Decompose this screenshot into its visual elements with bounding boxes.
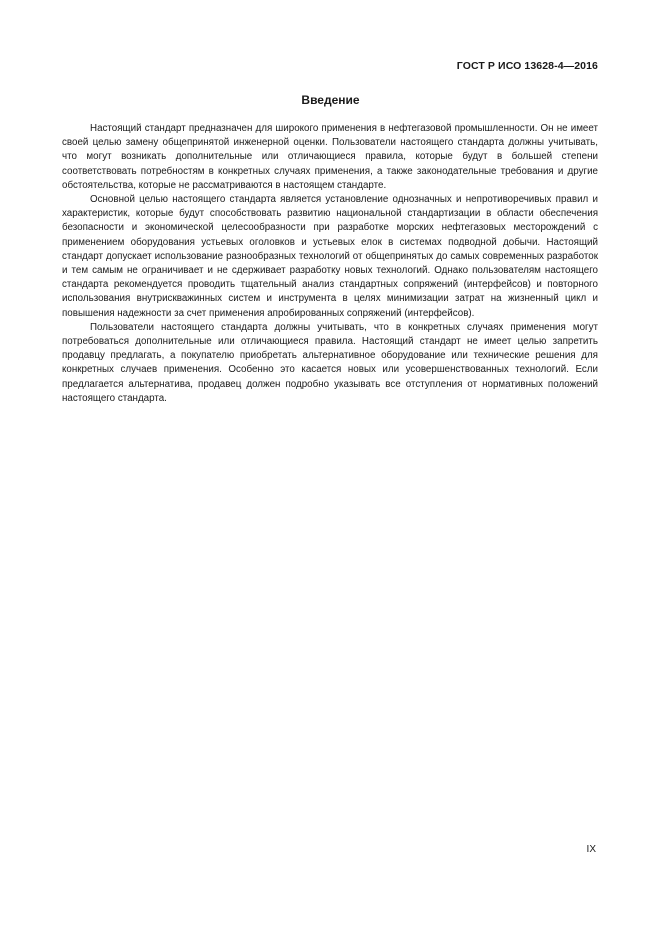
page-number: IX [586, 844, 596, 855]
paragraph: Пользователи настоящего стандарта должны учитывать, что в конкретных случаях применения могут потребоваться дополнительные или отличающиеся правила. Настоящий стандарт не имеет целью запретить продавцу предлагать, а покупателю приобретать альтернативное оборудование или технические решения для конкретных случаев применения. Особенно это касается новых или усовершенствованных технологий. Если предлагается альтернатива, продавец должен подробно указывать все отступления от нормативных положений настоящего стандарта. [62, 321, 598, 404]
body-text [62, 122, 598, 406]
paragraph: Настоящий стандарт предназначен для широкого применения в нефтегазовой промышленности. Он не имеет своей целью замену общепринятой инженерной оценки. Пользователи настоящего стандарта должны учитывать, что могут возникать дополнительные или отличающиеся правила, которые будут в большей степени соответствовать потребностям в конкретных случаях применения, а также законодательные требования и другие обстоятельства, которые не рассматриваются в настоящем стандарте. [62, 123, 598, 191]
document-code: ГОСТ Р ИСО 13628-4—2016 [456, 60, 598, 72]
section-title: Введение [301, 93, 360, 107]
paragraph: Основной целью настоящего стандарта является установление однозначных и непротиворечивых правил и характеристик, которые будут способствовать развитию национальной стандартизации в области обеспечения безопасности и экономической целесообразности при разработке морских нефтегазовых месторождений с применением оборудования устьевых оголовков и устьевых елок в системах подводной добычи. Настоящий стандарт допускает использование разнообразных технологий от общепринятых до самых современных разработок и тем самым не ограничивает и не сдерживает разработку новых технологий. Однако пользователям настоящего стандарта рекомендуется проводить тщательный анализ стандартных сопряжений (интерфейсов) и повторного использования внутрискважинных систем и инструмента в целях минимизации затрат на жизненный цикл и повышения надежности за счет применения апробированных сопряжений (интерфейсов). [62, 194, 598, 319]
